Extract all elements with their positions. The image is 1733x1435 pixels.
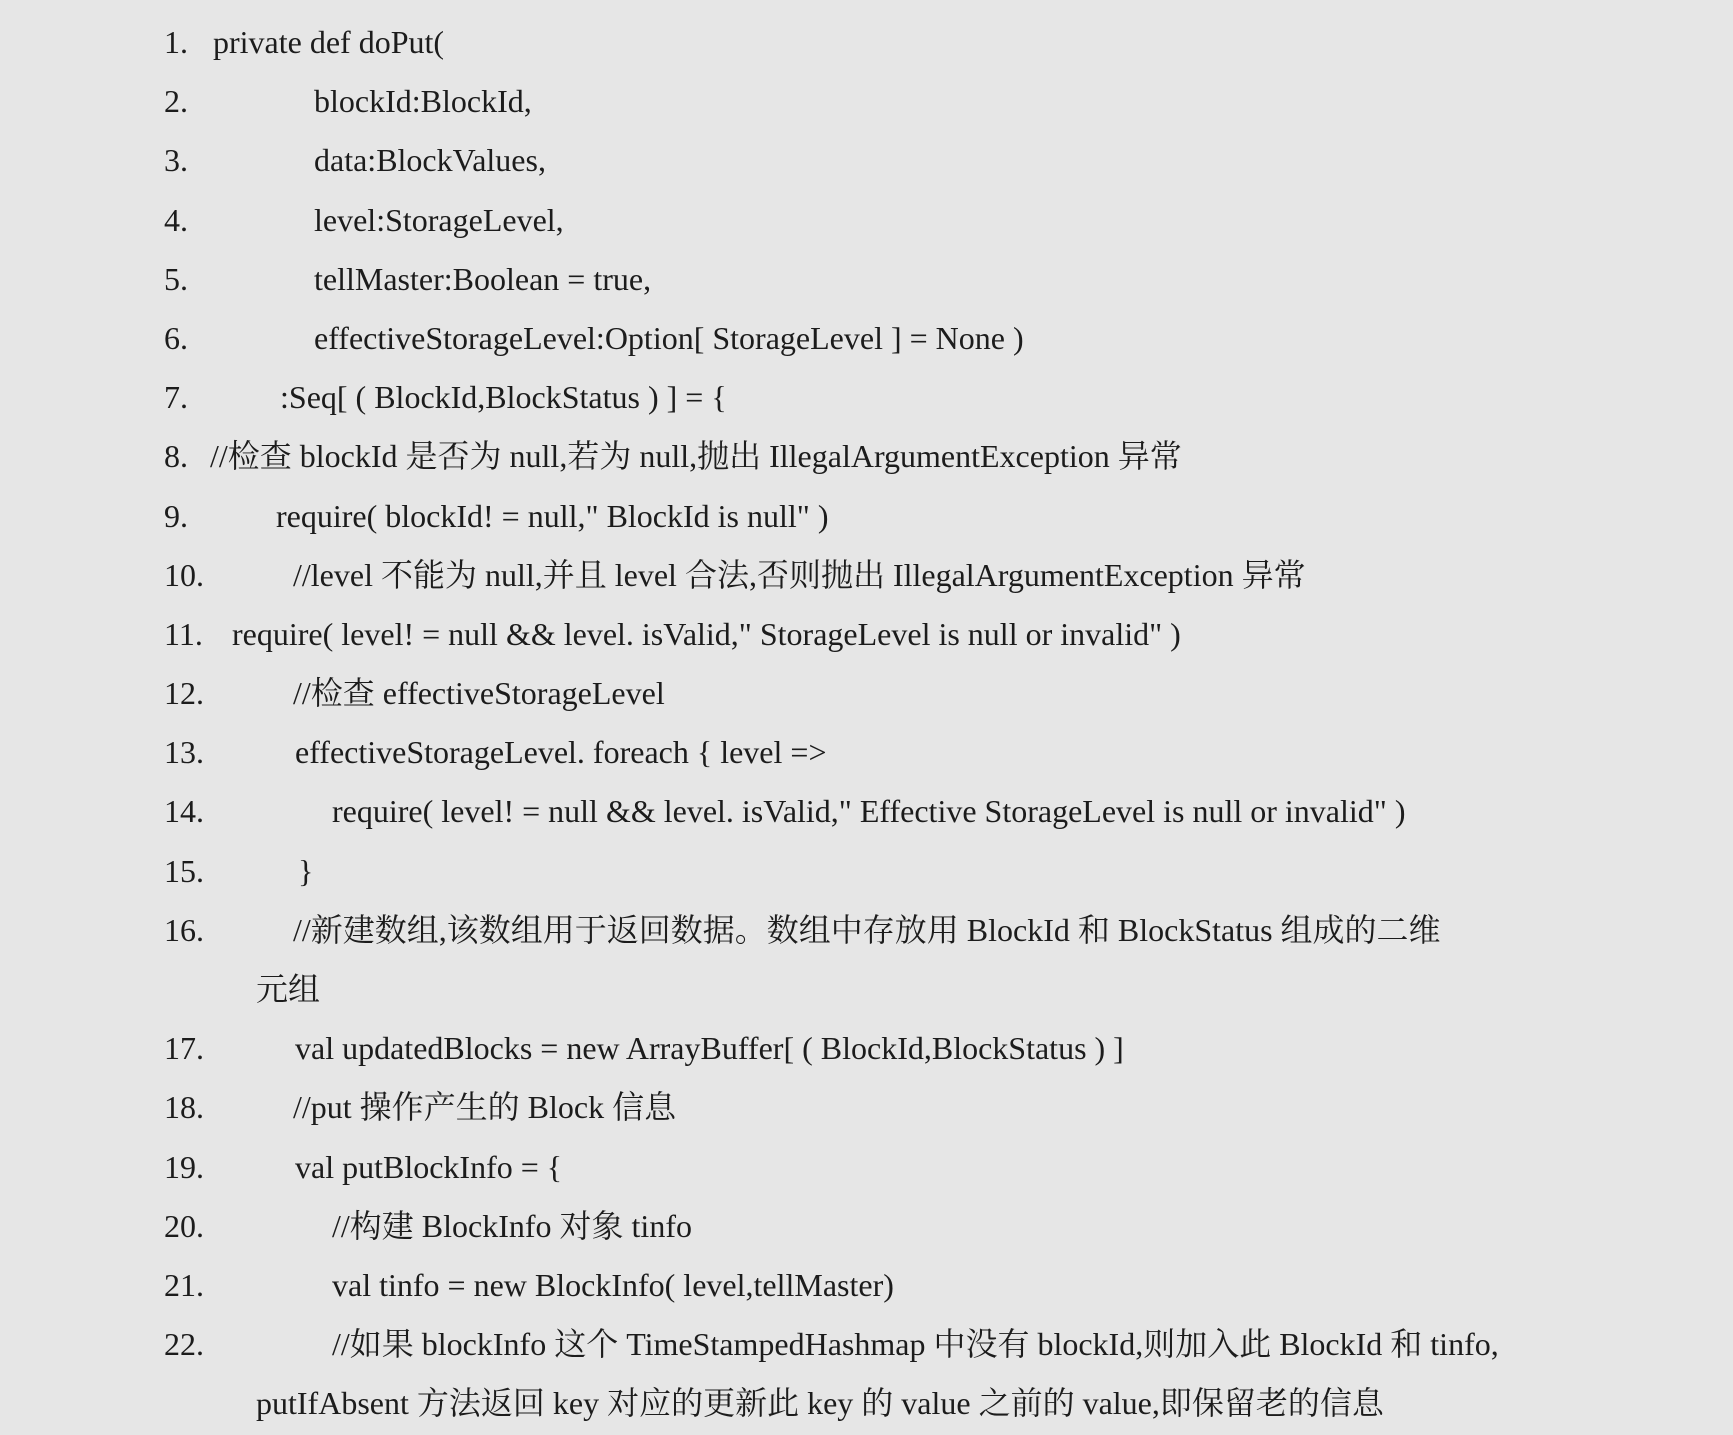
line-number: 22. bbox=[164, 1326, 204, 1363]
code-line bbox=[0, 1197, 1733, 1256]
code-line-continuation bbox=[0, 960, 1733, 1019]
code-text: :Seq[ ( BlockId,BlockStatus ) ] = { bbox=[280, 379, 727, 416]
line-number: 21. bbox=[164, 1266, 204, 1303]
line-number: 17. bbox=[164, 1030, 204, 1067]
code-text: private def doPut( bbox=[213, 24, 445, 60]
code-line bbox=[0, 1078, 1733, 1137]
line-number: 8. bbox=[164, 438, 188, 475]
code-line bbox=[0, 191, 1733, 250]
code-text: val putBlockInfo = { bbox=[295, 1148, 563, 1185]
line-number: 5. bbox=[164, 260, 188, 297]
code-line bbox=[0, 1256, 1733, 1315]
code-text: blockId:BlockId, bbox=[314, 83, 532, 120]
code-text: require( level! = null && level. isValid," Effective StorageLevel is null or invalid" ) bbox=[332, 793, 1406, 830]
line-number: 2. bbox=[164, 83, 188, 120]
line-number: 12. bbox=[164, 675, 204, 712]
line-number: 4. bbox=[164, 201, 188, 238]
code-line bbox=[0, 842, 1733, 901]
code-text: require( level! = null && level. isValid," StorageLevel is null or invalid" ) bbox=[232, 615, 1181, 652]
code-line bbox=[0, 1315, 1733, 1374]
code-line bbox=[0, 546, 1733, 605]
line-number: 10. bbox=[164, 556, 204, 593]
code-line bbox=[0, 487, 1733, 546]
code-comment: //构建 BlockInfo 对象 tinfo bbox=[332, 1207, 692, 1244]
code-text: tellMaster:Boolean = true, bbox=[314, 260, 652, 297]
code-line bbox=[0, 1019, 1733, 1078]
line-number: 13. bbox=[164, 734, 204, 771]
line-number: 14. bbox=[164, 793, 204, 830]
line-number: 16. bbox=[164, 911, 204, 948]
line-number: 20. bbox=[164, 1207, 204, 1244]
code-text: } bbox=[298, 852, 314, 889]
code-text: level:StorageLevel, bbox=[314, 201, 564, 238]
code-line-continuation bbox=[0, 1374, 1733, 1433]
code-text: data:BlockValues, bbox=[314, 142, 546, 179]
code-comment: //新建数组,该数组用于返回数据。数组中存放用 BlockId 和 BlockStatus 组成的二维 bbox=[293, 911, 1441, 948]
code-comment-continuation: putIfAbsent 方法返回 key 对应的更新此 key 的 value 之前的 value,即保留老的信息 bbox=[256, 1385, 1384, 1422]
code-text: effectiveStorageLevel:Option[ StorageLevel ] = None ) bbox=[314, 319, 1024, 356]
code-line bbox=[0, 427, 1733, 486]
code-text: effectiveStorageLevel. foreach { level => bbox=[295, 734, 827, 771]
line-number: 11. bbox=[164, 615, 203, 652]
code-text: require( blockId! = null," BlockId is null" ) bbox=[276, 497, 829, 534]
code-line bbox=[0, 1138, 1733, 1197]
line-number: 9. bbox=[164, 497, 188, 534]
line-number: 18. bbox=[164, 1089, 204, 1126]
code-comment: //检查 blockId 是否为 null,若为 null,抛出 IllegalArgumentException 异常 bbox=[210, 438, 1182, 475]
code-comment: //检查 effectiveStorageLevel bbox=[293, 675, 665, 712]
line-number: 7. bbox=[164, 379, 188, 416]
code-line bbox=[0, 131, 1733, 190]
code-line bbox=[0, 901, 1733, 960]
code-line bbox=[0, 605, 1733, 664]
code-line bbox=[0, 664, 1733, 723]
code-line bbox=[0, 723, 1733, 782]
code-comment: //put 操作产生的 Block 信息 bbox=[293, 1089, 677, 1126]
line-number: 6. bbox=[164, 319, 188, 356]
code-line bbox=[0, 368, 1733, 427]
code-comment-continuation: 元组 bbox=[256, 971, 321, 1007]
line-number: 15. bbox=[164, 852, 204, 889]
code-line bbox=[0, 782, 1733, 841]
line-number: 1. bbox=[164, 24, 188, 60]
code-line bbox=[0, 250, 1733, 309]
line-number: 19. bbox=[164, 1148, 204, 1185]
code-comment: //level 不能为 null,并且 level 合法,否则抛出 IllegalArgumentException 异常 bbox=[293, 556, 1306, 593]
code-text: val tinfo = new BlockInfo( level,tellMaster) bbox=[332, 1266, 894, 1303]
code-line bbox=[0, 13, 1733, 72]
line-number: 3. bbox=[164, 142, 188, 179]
code-text: val updatedBlocks = new ArrayBuffer[ ( BlockId,BlockStatus ) ] bbox=[295, 1030, 1124, 1067]
code-line bbox=[0, 309, 1733, 368]
code-comment: //如果 blockInfo 这个 TimeStampedHashmap 中没有 blockId,则加入此 BlockId 和 tinfo, bbox=[332, 1326, 1499, 1363]
code-line bbox=[0, 72, 1733, 131]
